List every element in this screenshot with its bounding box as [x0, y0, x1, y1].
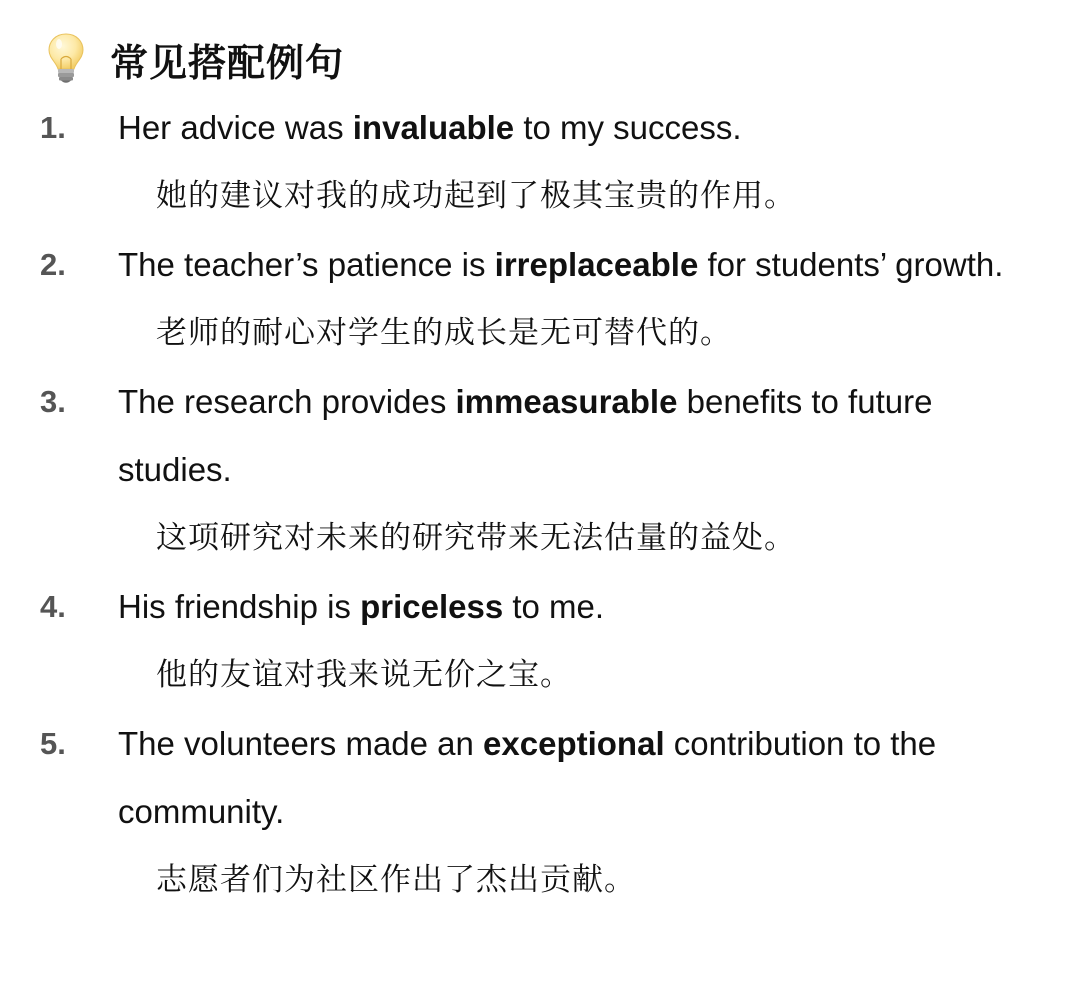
item-content	[118, 710, 1040, 915]
item-number: 5.	[40, 726, 66, 761]
chinese-translation: 志愿者们为社区作出了杰出贡献。	[156, 862, 636, 898]
chinese-translation: 她的建议对我的成功起到了极其宝贵的作用。	[156, 178, 796, 214]
sentence-text: His friendship is	[118, 588, 361, 625]
keyword: irreplaceable	[494, 246, 699, 283]
item-number: 2.	[40, 247, 66, 282]
english-sentence	[118, 94, 1040, 162]
keyword: priceless	[360, 588, 504, 625]
sentence-text: benefits to future studies.	[118, 383, 933, 488]
sentence-text: to me.	[503, 588, 605, 625]
item-content	[118, 231, 1040, 368]
sentence-text: The research provides	[118, 383, 456, 420]
english-sentence	[118, 710, 1040, 846]
chinese-translation: 这项研究对未来的研究带来无法估量的益处。	[156, 520, 796, 556]
list-item	[40, 94, 1040, 231]
sentence-text: contribution to the community.	[118, 725, 937, 830]
chinese-translation: 他的友谊对我来说无价之宝。	[156, 657, 572, 693]
english-sentence	[118, 231, 1040, 299]
sentence-text: Her advice was	[118, 109, 353, 146]
keyword: exceptional	[483, 725, 665, 762]
keyword: invaluable	[352, 109, 515, 146]
sentence-text: for students’ growth.	[698, 246, 1004, 283]
section-header	[46, 30, 1040, 88]
page-title: 常见搭配例句	[110, 40, 345, 85]
item-content	[118, 94, 1040, 231]
list-item	[40, 231, 1040, 368]
english-sentence	[118, 573, 1040, 641]
sentence-text: to my success.	[514, 109, 742, 146]
item-number: 1.	[40, 110, 66, 145]
lightbulb-icon	[46, 32, 86, 86]
chinese-translation: 老师的耐心对学生的成长是无可替代的。	[156, 315, 732, 351]
english-sentence	[118, 368, 1040, 504]
sentence-text: The volunteers made an	[118, 725, 484, 762]
item-content	[118, 573, 1040, 710]
sentence-text: The teacher’s patience is	[118, 246, 495, 283]
list-item	[40, 573, 1040, 710]
item-content	[118, 368, 1040, 573]
list-item	[40, 710, 1040, 915]
item-number: 4.	[40, 589, 66, 624]
list-item	[40, 368, 1040, 573]
keyword: immeasurable	[455, 383, 678, 420]
example-list	[40, 94, 1040, 915]
item-number: 3.	[40, 384, 66, 419]
